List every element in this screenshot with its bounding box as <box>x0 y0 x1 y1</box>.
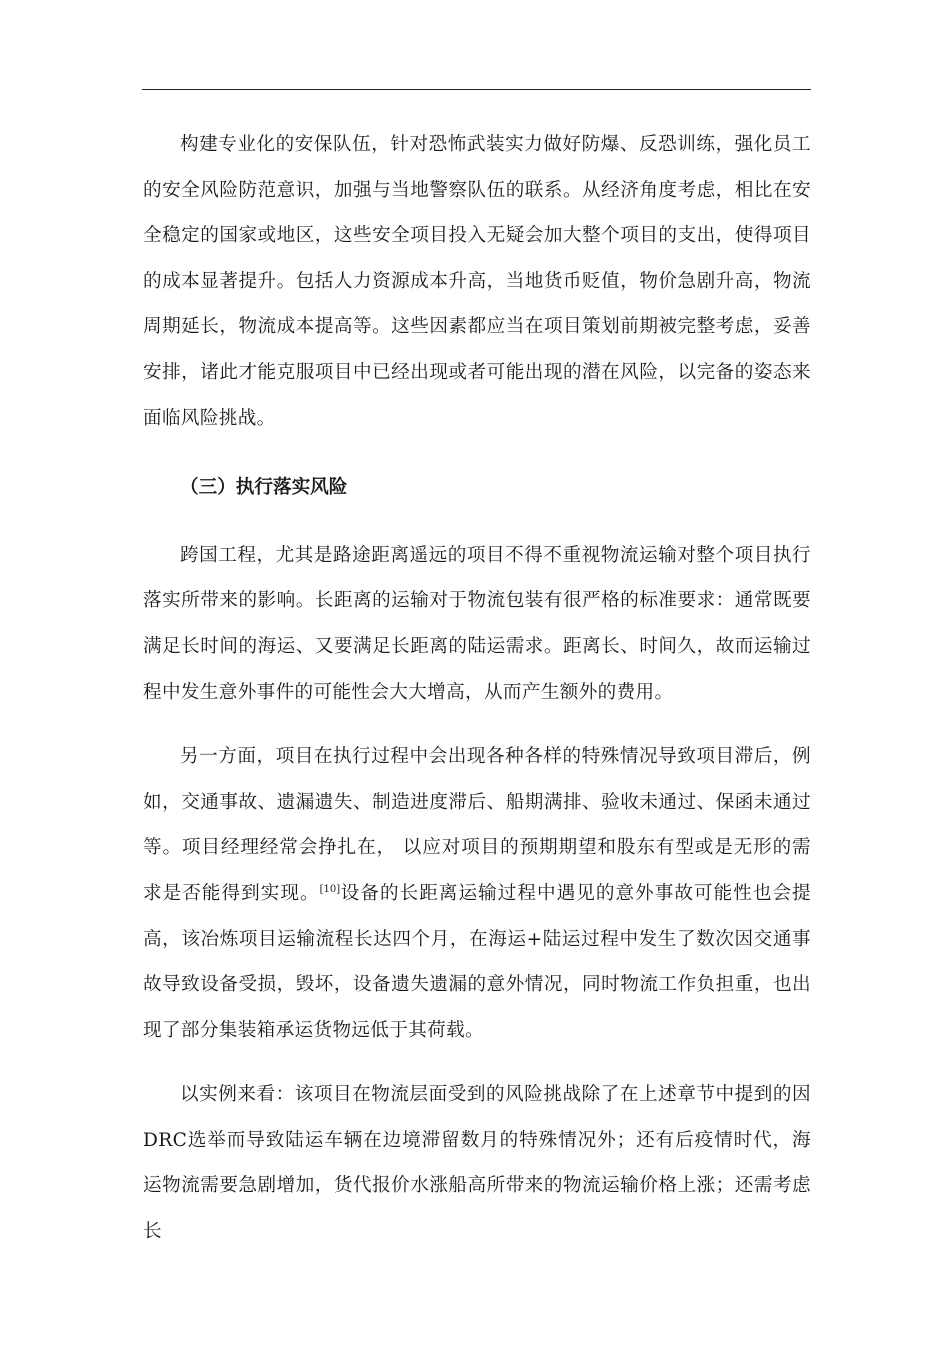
header-rule <box>142 89 811 90</box>
body-paragraph-2: 跨国工程，尤其是路途距离遥远的项目不得不重视物流运输对整个项目执行落实所带来的影响。长距离的运输对于物流包装有很严格的标准要求：通常既要满足长时间的海运、又要满足长距离的陆运需求。距离长、时间久，故而运输过程中发生意外事件的可能性会大大增高，从而产生额外的费用。 <box>143 544 811 703</box>
document-body <box>143 122 811 1255</box>
body-paragraph-4: 以实例来看：该项目在物流层面受到的风险挑战除了在上述章节中提到的因DRC选举而导致陆运车辆在边境滞留数月的特殊情况外；还有后疫情时代，海运物流需要急剧增加，货代报价水涨船高所带来的物流运输价格上涨；还需考虑长 <box>143 1084 811 1243</box>
citation-marker[interactable]: [10] <box>319 883 341 895</box>
paragraph-text-after-citation: 设备的长距离运输过程中遇见的意外事故可能性也会提高，该冶炼项目运输流程长达四个月，在海运+陆运过程中发生了数次因交通事故导致设备受损，毁坏，设备遗失遗漏的意外情况，同时物流工作负担重，也出现了部分集装箱承运货物远低于其荷载。 <box>143 882 812 1041</box>
section-heading: （三）执行落实风险 <box>180 477 348 499</box>
body-paragraph-1: 构建专业化的安保队伍，针对恐怖武装实力做好防爆、反恐训练，强化员工的安全风险防范意识，加强与当地警察队伍的联系。从经济角度考虑，相比在安全稳定的国家或地区，这些安全项目投入无疑会加大整个项目的支出，使得项目的成本显著提升。包括人力资源成本升高，当地货币贬值，物价急剧升高，物流周期延长，物流成本提高等。这些因素都应当在项目策划前期被完整考虑，妥善安排，诸此才能克服项目中已经出现或者可能出现的潜在风险，以完备的姿态来面临风险挑战。 <box>143 134 811 429</box>
body-paragraph-3 <box>143 734 811 1053</box>
paragraph-text-before-citation: 另一方面，项目在执行过程中会出现各种各样的特殊情况导致项目滞后，例如，交通事故、遗漏遗失、制造进度滞后、船期满排、验收未通过、保函未通过等。项目经理经常会挣扎在， 以应对项目的预期期望和股东有型或是无形的需求是否能得到实现。 <box>143 746 811 904</box>
